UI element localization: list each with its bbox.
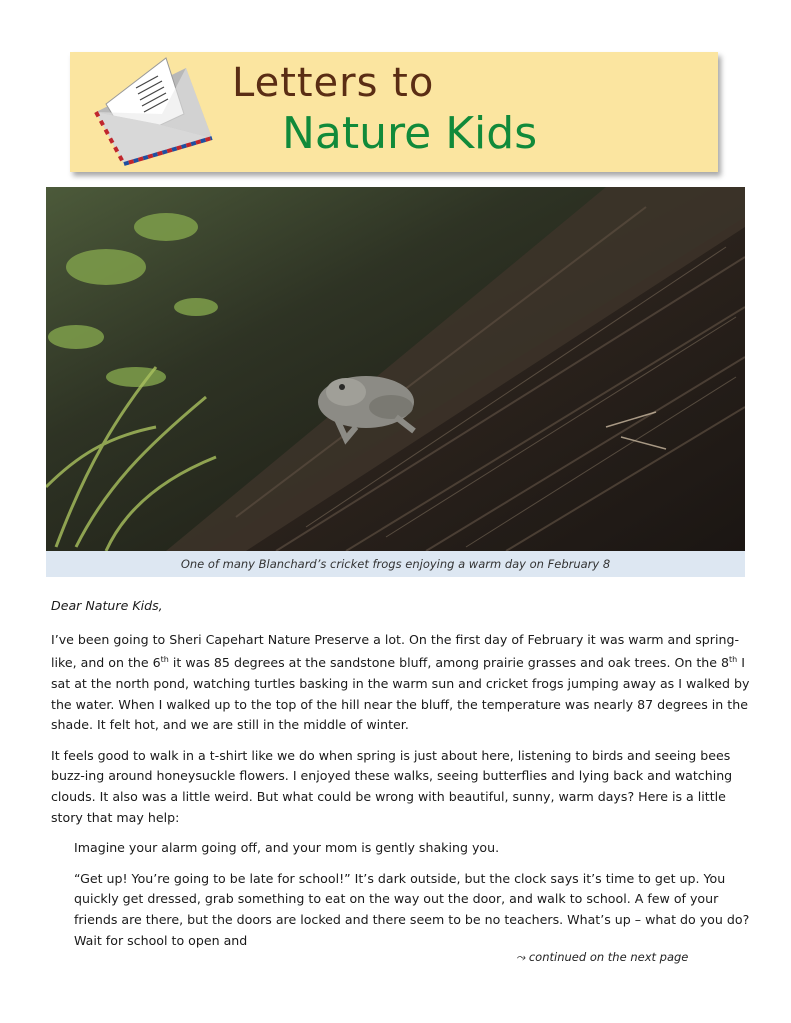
banner-title-line1: Letters to <box>232 60 435 106</box>
banner-title-line2: Nature Kids <box>282 108 538 159</box>
header-banner <box>70 52 718 172</box>
frog-photo-illustration <box>46 187 745 551</box>
continued-arrow-icon: ⤳ <box>516 950 526 964</box>
story-paragraph-2: “Get up! You’re going to be late for school!” It’s dark outside, but the clock says it’s time to get up. You quickly get dressed, grab something to eat on the way out the door, and walk to school. A few of your friends are there, but the doors are locked and there seem to be no teachers. What’s up – what do you do? Wait for school to open and <box>74 870 750 948</box>
paragraph-1: I’ve been going to Sheri Capehart Nature Preserve a lot. On the first day of February it was warm and spring-like, and on the 6th it was 85 degrees at the sandstone bluff, among prairie grasses and oak trees. On the 8th I sat at the north pond, watching turtles basking in the warm sun and cricket frogs jumping away as I walked by the water. When I walked up to the top of the hill near the bluff, the temperature was nearly 87 degrees in the shade. It felt hot, and we are still in the middle of winter. <box>51 631 750 733</box>
photo-caption: One of many Blanchard’s cricket frogs enjoying a warm day on February 8 <box>46 551 745 577</box>
continued-text: continued on the next page <box>528 950 689 964</box>
frog-photo <box>46 187 745 551</box>
continued-note <box>516 950 688 965</box>
letter-body <box>51 596 751 961</box>
salutation: Dear Nature Kids, <box>51 598 163 613</box>
paragraph-2: It feels good to walk in a t-shirt like we do when spring is just about here, listening to birds and seeing bees buzz-ing around honeysuckle flowers. I enjoyed these walks, seeing butterflies and lying back and watching clouds. It also was a little weird. But what could be wrong with beautiful, sunny, warm days? Here is a little story that may help: <box>51 747 733 825</box>
story-paragraph-1: Imagine your alarm going off, and your mom is gently shaking you. <box>74 840 500 856</box>
envelope-icon <box>88 54 218 169</box>
